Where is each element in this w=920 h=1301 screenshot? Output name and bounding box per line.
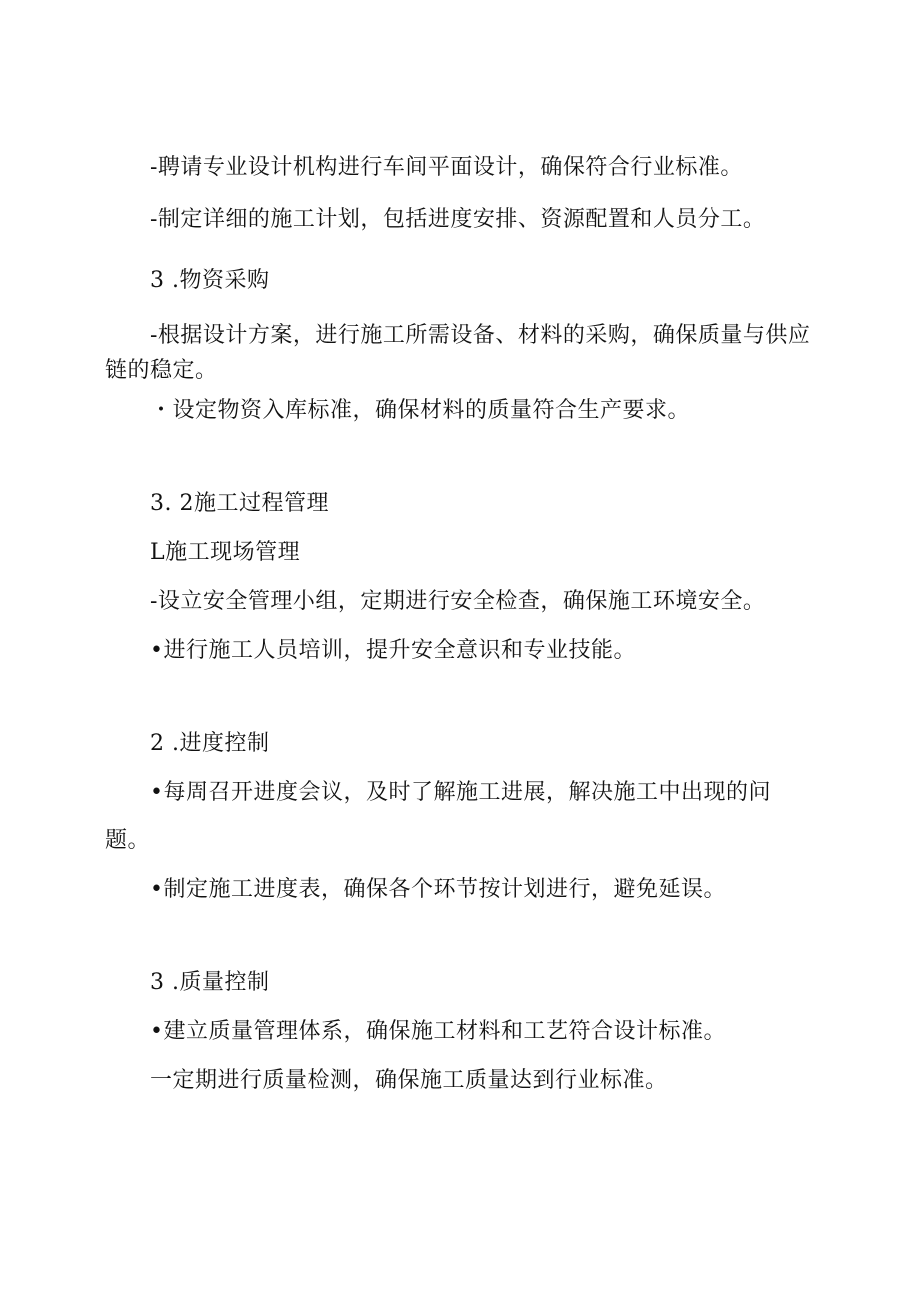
bullet-line: 一定期进行质量检测，确保施工质量达到行业标准。 bbox=[150, 1068, 668, 1093]
bullet-line: •建立质量管理体系，确保施工材料和工艺符合设计标准。 bbox=[150, 1019, 726, 1044]
bullet-line: •进行施工人员培训，提升安全意识和专业技能。 bbox=[150, 638, 636, 663]
section-heading: 3 .质量控制 bbox=[150, 970, 270, 995]
bullet-line: -制定详细的施工计划，包括进度安排、资源配置和人员分工。 bbox=[150, 207, 766, 232]
continuation-line: 题。 bbox=[105, 828, 151, 853]
section-heading: 2 .进度控制 bbox=[150, 731, 270, 756]
bullet-line: •制定施工进度表，确保各个环节按计划进行，避免延误。 bbox=[150, 877, 726, 902]
section-heading: 3 .物资采购 bbox=[150, 268, 270, 293]
bullet-line: -设立安全管理小组，定期进行安全检查，确保施工环境安全。 bbox=[150, 589, 766, 614]
bullet-line: •每周召开进度会议，及时了解施工进展，解决施工中出现的问 bbox=[150, 780, 771, 805]
bullet-line: -聘请专业设计机构进行车间平面设计，确保符合行业标准。 bbox=[150, 155, 743, 180]
section-heading: L施工现场管理 bbox=[150, 540, 301, 565]
paragraph: -根据设计方案，进行施工所需设备、材料的采购，确保质量与供应链的稳定。 bbox=[105, 323, 811, 383]
bullet-line: ・设定物资入库标准，确保材料的质量符合生产要求。 bbox=[150, 398, 691, 423]
subsection-heading: 3. 2施工过程管理 bbox=[150, 491, 329, 516]
